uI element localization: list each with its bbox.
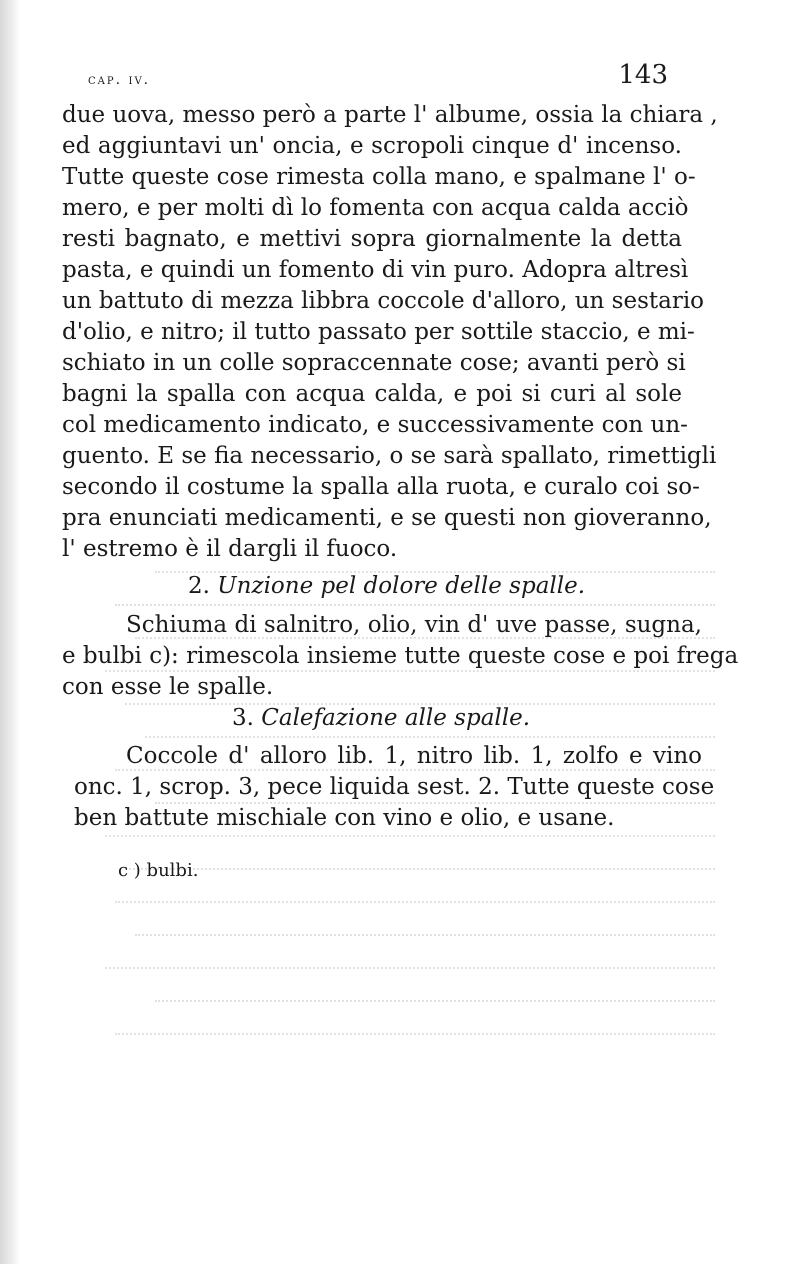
text-line: due uova, messo però a parte l' albume, ossia la chiara ,: [62, 102, 718, 128]
footnote: c ) bulbi.: [118, 860, 199, 881]
section-number: 3.: [232, 705, 254, 731]
section-heading-3: [232, 705, 530, 731]
page-number: 143: [618, 60, 668, 90]
text-line: col medicamento indicato, e successivamente con un-: [62, 412, 688, 438]
text-line: l' estremo è il dargli il fuoco.: [62, 536, 398, 562]
text-line: Coccole d' alloro lib. 1, nitro lib. 1, zolfo e vino: [126, 743, 702, 769]
text-line: mero, e per molti dì lo fomenta con acqua calda acciò: [62, 195, 689, 221]
text-line: con esse le spalle.: [62, 674, 274, 700]
text-line: ben battute mischiale con vino e olio, e usane.: [74, 805, 615, 831]
text-line: secondo il costume la spalla alla ruota, e curalo coi so-: [62, 474, 700, 500]
text-line: resti bagnato, e mettivi sopra giornalmente la detta: [62, 226, 682, 252]
text-line: Tutte queste cose rimesta colla mano, e spalmane l' o-: [62, 164, 696, 190]
section-title: Unzione pel dolore delle spalle.: [217, 573, 586, 599]
text-line: onc. 1, scrop. 3, pece liquida sest. 2. Tutte queste cose: [74, 774, 715, 800]
running-head: cap. iv.: [88, 72, 151, 88]
text-line: guento. E se fia necessario, o se sarà spallato, rimettigli: [62, 443, 717, 469]
section-number: 2.: [188, 573, 210, 599]
text-line: d'olio, e nitro; il tutto passato per sottile staccio, e mi-: [62, 319, 695, 345]
text-line: bagni la spalla con acqua calda, e poi si curi al sole: [62, 381, 682, 407]
page-gutter-shadow: [0, 0, 20, 1264]
text-line: pasta, e quindi un fomento di vin puro. Adopra altresì: [62, 257, 689, 283]
text-line: pra enunciati medicamenti, e se questi non gioveranno,: [62, 505, 712, 531]
text-line: un battuto di mezza libbra coccole d'alloro, un sestario: [62, 288, 705, 314]
section-heading-2: [188, 573, 585, 599]
page-header: [88, 60, 668, 100]
text-line: schiato in un colle sopraccennate cose; avanti però si: [62, 350, 686, 376]
text-line: Schiuma di salnitro, olio, vin d' uve passe, sugna,: [126, 612, 702, 638]
text-line: e bulbi c): rimescola insieme tutte queste cose e poi frega: [62, 643, 739, 669]
section-title: Calefazione alle spalle.: [261, 705, 531, 731]
text-line: ed aggiuntavi un' oncia, e scropoli cinque d' incenso.: [62, 133, 682, 159]
